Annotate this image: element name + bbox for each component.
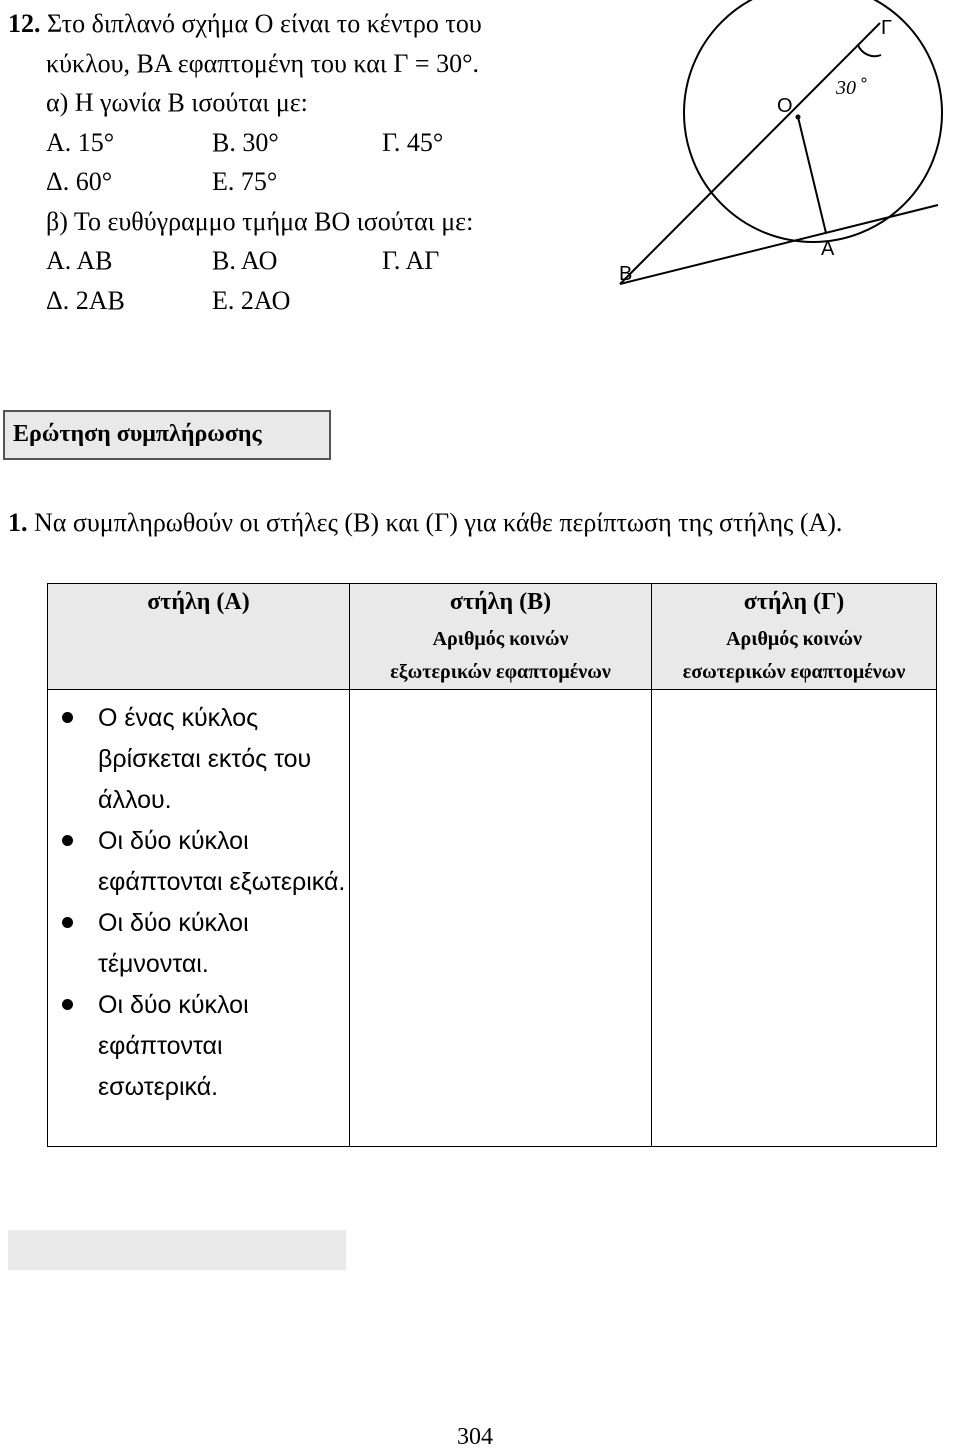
question-text-line1: Στο διπλανό σχήμα Ο είναι το κέντρο του (47, 9, 482, 38)
option-b-A: Α. ΑΒ (46, 246, 113, 275)
options-b-row1 (8, 241, 482, 281)
option-a-B: Β. 30° (212, 127, 279, 157)
task-1 (8, 503, 948, 543)
task-number: 1. (8, 508, 28, 537)
question-number: 12. (8, 9, 41, 38)
header-col-a: στήλη (Α) (48, 584, 350, 690)
label-angle: 30 (836, 77, 856, 99)
segment-bg (620, 23, 880, 284)
option-a-C: Γ. 45° (382, 127, 444, 157)
blank-section-bar (8, 1230, 346, 1270)
cases-cell (48, 690, 350, 1147)
option-a-A: Α. 15° (46, 127, 115, 157)
circle-tangent-figure (598, 0, 948, 300)
question-12 (8, 4, 482, 320)
section-title-box (3, 410, 331, 460)
label-gamma: Γ (881, 17, 893, 39)
option-b-E: Ε. 2ΑΟ (212, 285, 291, 315)
tangent-line-ba (620, 205, 938, 284)
part-a-prompt: α) Η γωνία Β ισούται με: (46, 88, 308, 117)
degree-mark (862, 78, 866, 82)
radius-oa (798, 117, 826, 233)
header-col-b: στήλη (Β) Αριθμός κοινών εξωτερικών εφαπτομένων (350, 584, 652, 690)
label-o: O (777, 95, 793, 117)
section-title: Ερώτηση συμπλήρωσης (13, 421, 262, 447)
table-header-row (48, 584, 937, 690)
task-text: Να συμπληρωθούν οι στήλες (Β) και (Γ) για κάθε περίπτωση της στήλης (Α). (34, 508, 843, 537)
header-col-c: στήλη (Γ) Αριθμός κοινών εσωτερικών εφαπτομένων (652, 584, 937, 690)
label-b: B (619, 263, 633, 285)
table-row (48, 690, 937, 1147)
center-point (796, 115, 801, 120)
label-a: A (821, 238, 835, 260)
answer-cell-c[interactable] (652, 690, 937, 1147)
answer-cell-b[interactable] (350, 690, 652, 1147)
part-b-prompt: β) Το ευθύγραμμο τμήμα ΒΟ ισούται με: (46, 206, 474, 236)
list-item: Ο ένας κύκλος βρίσκεται εκτός του άλλου. (48, 698, 349, 821)
option-a-D: Δ. 60° (46, 167, 113, 196)
circle-outline (684, 0, 942, 242)
option-b-B: Β. ΑΟ (212, 246, 278, 275)
option-b-D: Δ. 2ΑΒ (46, 285, 125, 315)
options-a-row1 (8, 123, 482, 163)
option-b-C: Γ. ΑΓ (382, 246, 440, 275)
angle-arc (858, 45, 881, 56)
page-number: 304 (457, 1424, 493, 1450)
matching-table (47, 583, 937, 1147)
options-b-row2 (8, 281, 482, 321)
list-item: Οι δύο κύκλοι εφάπτονται εξωτερικά. (48, 821, 349, 903)
list-item: Οι δύο κύκλοι εφάπτονται εσωτερικά. (48, 985, 349, 1108)
cases-list (48, 690, 349, 1108)
list-item: Οι δύο κύκλοι τέμνονται. (48, 903, 349, 985)
options-a-row2 (8, 162, 482, 202)
question-text-line2: κύκλου, ΒΑ εφαπτομένη του και Γ = 30°. (46, 48, 479, 78)
option-a-E: Ε. 75° (212, 167, 278, 196)
